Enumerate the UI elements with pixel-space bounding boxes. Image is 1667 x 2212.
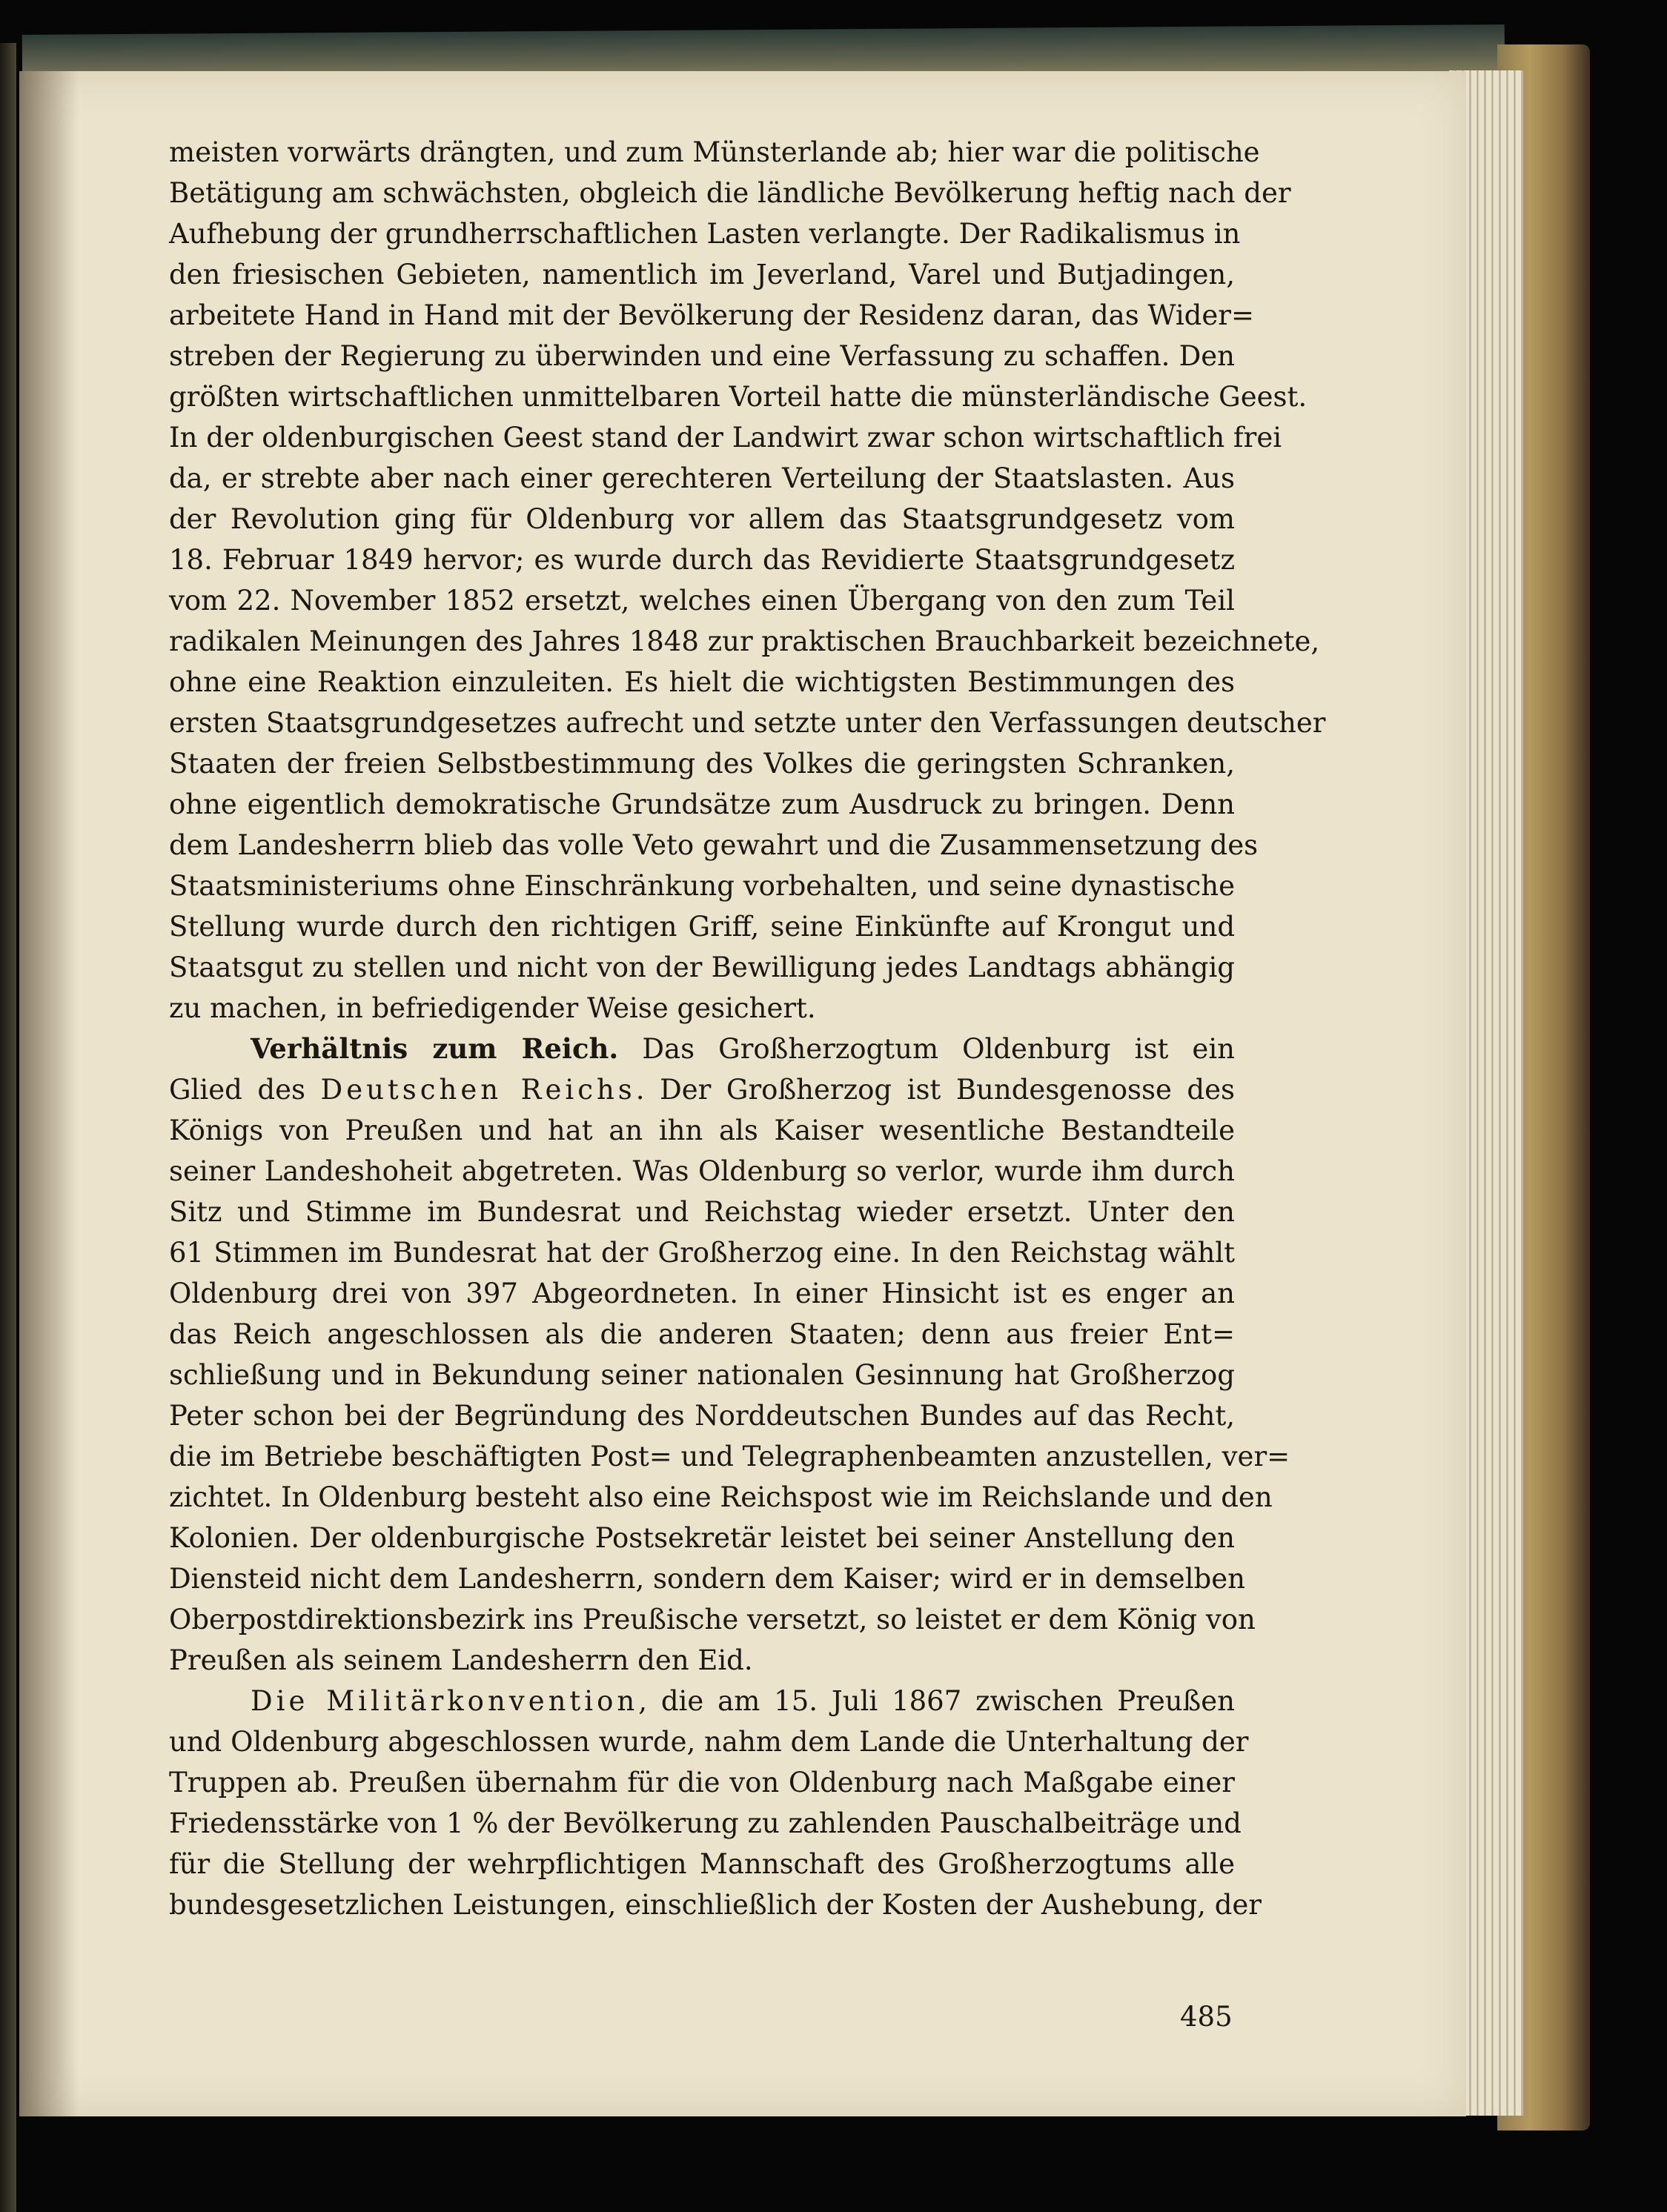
text-line: dem Landesherrn blieb das volle Veto gewahrt und die Zusammensetzung des (169, 829, 1259, 861)
text-line: zichtet. In Oldenburg besteht also eine Reichspost wie im Reichslande und den (169, 1481, 1273, 1513)
text-line: Diensteid nicht dem Landesherrn, sondern dem Kaiser; wird er in demselben (169, 1563, 1245, 1595)
text-line: Peter schon bei der Begründung des Norddeutschen Bundes auf das Recht, (169, 1400, 1235, 1432)
text-line: Stellung wurde durch den richtigen Griff, seine Einkünfte auf Krongut und (169, 911, 1235, 943)
text-line: größten wirtschaftlichen unmittelbaren Vorteil hatte die münsterländische Geest. (169, 381, 1308, 413)
text-line: Oldenburg drei von 397 Abgeordneten. In einer Hinsicht ist es enger an (169, 1278, 1235, 1309)
emphasis-spaced: Deutschen Reichs (320, 1074, 636, 1106)
text-fragment: Glied des (169, 1074, 321, 1106)
text-line: das Reich angeschlossen als die anderen Staaten; denn aus freier Ent= (169, 1318, 1235, 1350)
text-line: seiner Landeshoheit abgetreten. Was Oldenburg so verlor, wurde ihm durch (169, 1155, 1235, 1187)
emphasis-spaced: Die Militärkonvention (251, 1685, 639, 1717)
text-line: Preußen als seinem Landesherrn den Eid. (169, 1644, 753, 1676)
text-line: arbeitete Hand in Hand mit der Bevölkerung der Residenz daran, das Wider= (169, 299, 1254, 331)
text-line: streben der Regierung zu überwinden und eine Verfassung zu schaffen. Den (169, 340, 1235, 372)
text-line: Aufhebung der grundherrschaftlichen Lasten verlangte. Der Radikalismus in (169, 218, 1241, 250)
page-gutter-shadow (19, 71, 79, 2116)
text-line: bundesgesetzlichen Leistungen, einschließlich der Kosten der Aushebung, der (169, 1889, 1262, 1921)
text-line: Oberpostdirektionsbezirk ins Preußische versetzt, so leistet er dem König von (169, 1604, 1256, 1635)
text-line: In der oldenburgischen Geest stand der Landwirt zwar schon wirtschaftlich frei (169, 422, 1282, 454)
text-line: der Revolution ging für Oldenburg vor allem das Staatsgrundgesetz vom (169, 503, 1235, 535)
text-line: für die Stellung der wehrpflichtigen Mannschaft des Großherzogtums alle (169, 1848, 1235, 1880)
text-line: 61 Stimmen im Bundesrat hat der Großherzog eine. In den Reichstag wählt (169, 1237, 1235, 1269)
text-line: vom 22. November 1852 ersetzt, welches einen Übergang von den zum Teil (169, 585, 1235, 617)
text-line: Truppen ab. Preußen übernahm für die von Oldenburg nach Maßgabe einer (169, 1767, 1235, 1799)
section-heading: Verhältnis zum Reich. (251, 1032, 619, 1065)
text-line: 18. Februar 1849 hervor; es wurde durch das Revidierte Staatsgrundgesetz (169, 544, 1235, 576)
page-number: 485 (1180, 2001, 1233, 2033)
text-line: Staatsgut zu stellen und nicht von der Bewilligung jedes Landtags abhängig (169, 951, 1235, 983)
text-line: Staaten der freien Selbstbestimmung des Volkes die geringsten Schranken, (169, 748, 1235, 780)
text-line: Betätigung am schwächsten, obgleich die ländliche Bevölkerung heftig nach der (169, 177, 1291, 209)
page-text (169, 132, 1326, 1925)
text-line: schließung und in Bekundung seiner nationalen Gesinnung hat Großherzog (169, 1359, 1235, 1391)
paragraph-first-line (169, 1681, 1235, 1721)
text-line: da, er strebte aber nach einer gerechteren Verteilung der Staatslasten. Aus (169, 462, 1235, 494)
text-line (169, 1069, 1235, 1110)
text-fragment: . Der Großherzog ist Bundesgenosse des (635, 1074, 1235, 1106)
text-line: meisten vorwärts drängten, und zum Münsterlande ab; hier war die politische (169, 136, 1260, 168)
text-line: Königs von Preußen und hat an ihn als Kaiser wesentliche Bestandteile (169, 1115, 1235, 1146)
left-page-edge (0, 43, 16, 2212)
text-line: Friedensstärke von 1 % der Bevölkerung zu zahlenden Pauschalbeiträge und (169, 1807, 1242, 1839)
text-line: und Oldenburg abgeschlossen wurde, nahm dem Lande die Unterhaltung der (169, 1726, 1249, 1758)
section-first-line (169, 1029, 1235, 1069)
text-line: Kolonien. Der oldenburgische Postsekretär leistet bei seiner Anstellung den (169, 1522, 1235, 1554)
text-line: ersten Staatsgrundgesetzes aufrecht und setzte unter den Verfassungen deutscher (169, 707, 1326, 739)
text-fragment: , die am 15. Juli 1867 zwischen Preußen (638, 1685, 1235, 1717)
text-line: Sitz und Stimme im Bundesrat und Reichstag wieder ersetzt. Unter den (169, 1196, 1235, 1228)
text-line: den friesischen Gebieten, namentlich im Jeverland, Varel und Butjadingen, (169, 259, 1235, 290)
text-fragment: Das Großherzogtum Oldenburg ist ein (618, 1033, 1235, 1065)
text-line: radikalen Meinungen des Jahres 1848 zur praktischen Brauchbarkeit bezeichnete, (169, 625, 1320, 657)
text-line: die im Betriebe beschäftigten Post= und Telegraphenbeamten anzustellen, ver= (169, 1441, 1290, 1472)
text-line: Staatsministeriums ohne Einschränkung vorbehalten, und seine dynastische (169, 870, 1235, 902)
text-line: ohne eine Reaktion einzuleiten. Es hielt die wichtigsten Bestimmungen des (169, 666, 1235, 698)
text-line: zu machen, in befriedigender Weise gesichert. (169, 992, 816, 1024)
text-line: ohne eigentlich demokratische Grundsätze zum Ausdruck zu bringen. Denn (169, 788, 1235, 820)
